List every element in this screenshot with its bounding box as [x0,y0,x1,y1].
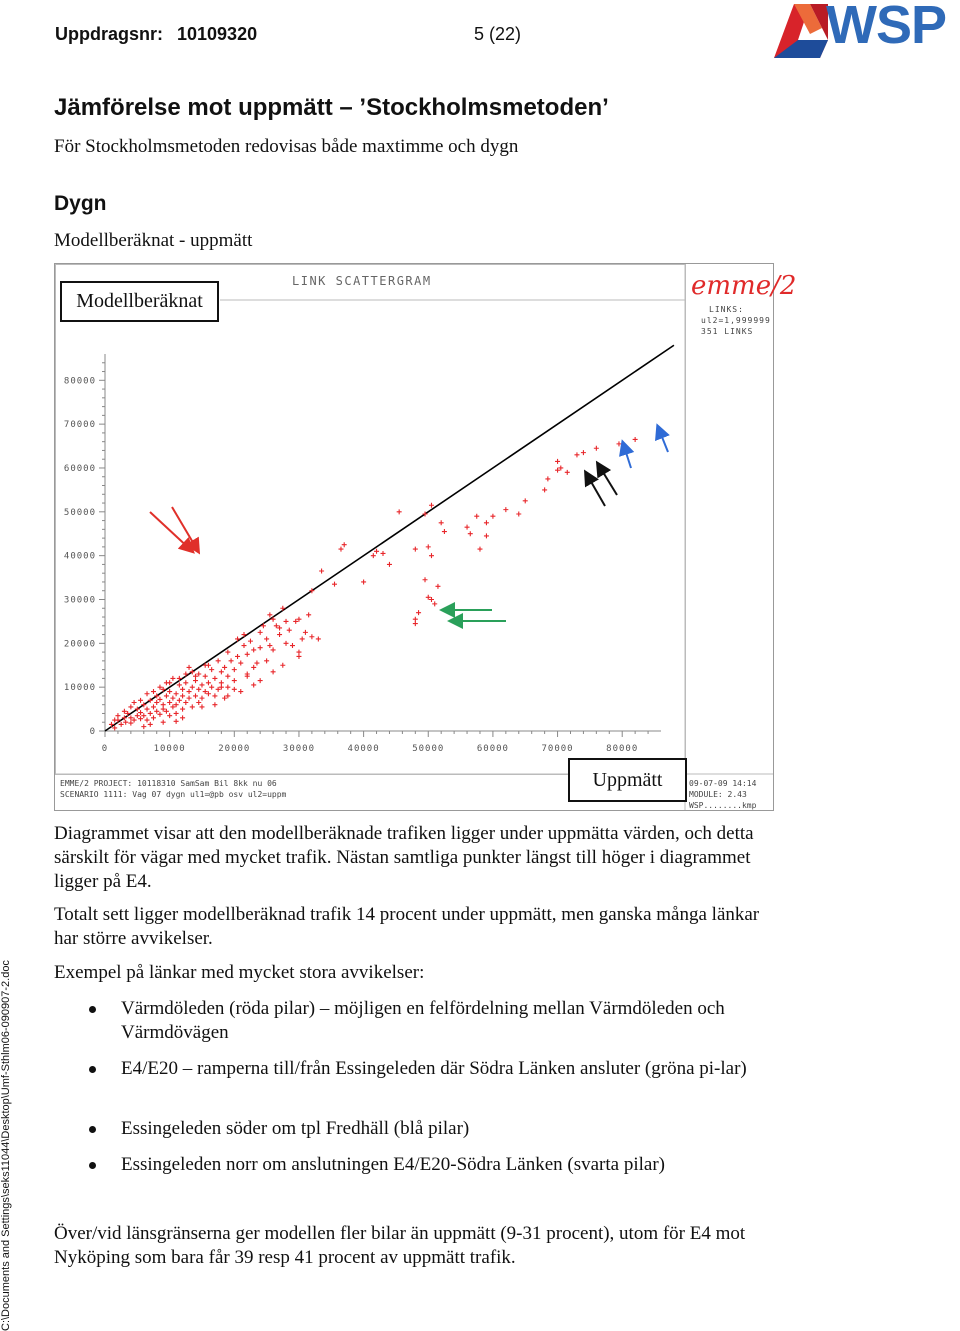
data-point [381,551,386,556]
data-point [435,584,440,589]
x-tick-label: 50000 [412,744,445,754]
data-point [187,665,192,670]
footer-right-line: MODULE: 2.43 [689,790,747,799]
data-point [267,643,272,648]
paragraph-1: Diagrammet visar att den modellberäknade trafiken ligger under uppmätta värden, och detta särskilt för vägar med mycket trafik. Nästan samtliga punkter längst till höger i diagrammet ligger på E4. [54,823,754,892]
footer-left-line: EMME/2 PROJECT: 10118310 SamSam Bil 8kk nu 06 [60,779,277,788]
data-point [209,685,214,690]
data-point [157,712,162,717]
data-point [196,687,201,692]
data-point [232,667,237,672]
data-point [123,720,128,725]
data-point [225,650,230,655]
data-point [154,709,159,714]
data-point [119,722,124,727]
y-tick-label: 20000 [63,639,96,650]
y-tick-label: 10000 [63,683,96,694]
page-subtitle: För Stockholmsmetoden redovisas både maxtimme och dygn [54,136,519,157]
data-point [484,520,489,525]
data-point [290,643,295,648]
data-point [429,553,434,558]
blue-arrow-2 [658,427,668,452]
data-point [516,512,521,517]
data-point [581,450,586,455]
data-point [167,713,172,718]
data-point [167,689,172,694]
data-point [206,680,211,685]
list-item [121,1057,771,1081]
data-point [141,713,146,718]
data-point [232,678,237,683]
data-point [303,630,308,635]
data-point [594,446,599,451]
data-point [442,529,447,534]
data-point [212,702,217,707]
list-item [121,997,761,1045]
data-point [199,704,204,709]
data-point [183,680,188,685]
data-point [474,514,479,519]
data-point [251,682,256,687]
footer-left-line: SCENARIO 1111: Vag 07 dygn ul1=@pb osv ul2=uppm [60,790,287,799]
data-point [148,711,153,716]
bullet-icon [89,1066,96,1073]
data-point [242,643,247,648]
data-point [219,669,224,674]
data-point [212,676,217,681]
data-point [413,617,418,622]
data-point [271,669,276,674]
data-point [232,687,237,692]
data-point [180,693,185,698]
data-point [309,634,314,639]
data-point [183,700,188,705]
data-point [251,647,256,652]
data-point [180,687,185,692]
x-tick-label: 40000 [347,744,380,754]
data-point [465,525,470,530]
y-tick-label: 60000 [63,463,96,474]
bullet-icon [89,1162,96,1169]
data-point [222,665,227,670]
data-point [523,498,528,503]
list-item [121,1117,761,1141]
data-point [423,577,428,582]
y-tick-label: 0 [89,727,96,737]
data-point [225,674,230,679]
data-point [190,704,195,709]
data-point [187,689,192,694]
x-tick-label: 10000 [153,744,186,754]
x-tick-label: 30000 [282,744,316,754]
data-point [128,721,133,726]
data-point [371,553,376,558]
data-point [306,612,311,617]
footer-right-line: 09-07-09 14:14 [689,779,757,788]
data-point [429,503,434,508]
closing-paragraph: Över/vid länsgränserna ger modellen fler bilar än uppmätt (9-31 procent), utom för E4 mot Nyköping som bara får 39 resp 41 procent av uppmätt trafik. [54,1223,746,1268]
data-point [277,632,282,637]
black-arrow-1 [586,473,605,506]
data-point [416,610,421,615]
data-point [264,658,269,663]
data-point [151,704,156,709]
data-point [132,700,137,705]
section-heading: Dygn [54,192,107,215]
data-point [342,542,347,547]
data-point [151,715,156,720]
data-point [319,568,324,573]
data-point [199,696,204,701]
wsp-logo-text: WSP [826,0,947,55]
bullet-icon [89,1006,96,1013]
data-point [413,547,418,552]
x-tick-label: 70000 [541,744,574,754]
chart-footer-right [689,779,757,810]
data-point [174,691,179,696]
y-tick-label: 80000 [63,376,96,387]
info-line: LINKS: [709,305,744,314]
info-line: ul2=1,999999 [701,316,771,325]
data-point [296,650,301,655]
data-point [167,680,172,685]
data-point [316,636,321,641]
data-point [284,619,289,624]
data-point [542,487,547,492]
data-point [128,704,133,709]
footer-right-line: WSP........kmp [689,801,757,810]
section-caption: Modellberäknat - uppmätt [54,230,253,251]
list-item-text: Värmdöleden (röda pilar) – möjligen en felfördelning mellan Värmdöleden och Värmdövägen [121,998,725,1043]
chart-info [701,305,771,336]
data-point [138,698,143,703]
data-point [484,533,489,538]
data-point [361,579,366,584]
data-point [565,470,570,475]
data-point [170,696,175,701]
data-point [145,691,150,696]
data-point [238,661,243,666]
chart-title: LINK SCATTERGRAM [292,274,432,288]
scatter-chart [54,263,797,811]
data-point [258,645,263,650]
data-point [332,582,337,587]
list-item-text: Essingeleden norr om anslutningen E4/E20-Södra Länken (svarta pilar) [121,1154,665,1175]
data-point [574,452,579,457]
data-point [267,612,272,617]
data-point [170,676,175,681]
data-point [164,693,169,698]
data-point [187,696,192,701]
data-point [280,663,285,668]
info-line: 351 LINKS [701,327,754,336]
data-point [154,700,159,705]
data-point [180,715,185,720]
data-point [235,654,240,659]
data-point [490,514,495,519]
data-point [245,652,250,657]
data-point [177,698,182,703]
data-point [157,697,162,702]
data-point [112,718,117,723]
data-point [271,647,276,652]
x-tick-label: 80000 [606,744,639,754]
data-point [413,621,418,626]
x-tick-label: 0 [101,744,109,754]
data-point [264,636,269,641]
data-point [167,700,172,705]
data-point [216,658,221,663]
y-tick-label: 50000 [63,507,96,518]
paragraph-2: Totalt sett ligger modellberäknad trafik 14 procent under uppmätt, men ganska många länkar har större avvikelser. [54,904,760,949]
data-point [138,716,143,721]
page-title: Jämförelse mot uppmätt – ’Stockholmsmetoden’ [54,94,609,121]
y-tick-label: 30000 [63,595,96,606]
data-point [161,702,166,707]
data-point [190,685,195,690]
data-point [145,718,150,723]
data-point [225,685,230,690]
y-axis-label-box: Modellberäknat [60,281,219,322]
data-point [374,549,379,554]
data-point [468,531,473,536]
data-point [209,667,214,672]
chart-footer-left [60,779,287,799]
page-number: 5 (22) [474,24,522,44]
data-point [287,628,292,633]
data-point [151,689,156,694]
data-point [238,689,243,694]
data-point [148,722,153,727]
data-point [387,562,392,567]
data-point [616,441,621,446]
data-point [196,700,201,705]
data-point [439,520,444,525]
paragraph-3: Exempel på länkar med mycket stora avvikelser: [54,962,425,983]
list-item [121,1153,761,1177]
emme-logo: emme/2 [691,271,797,301]
data-point [206,663,211,668]
list-item-text: Essingeleden söder om tpl Fredhäll (blå pilar) [121,1118,470,1139]
file-path: C:\Documents and Settings\seks11044\Desktop\Umf-Sthlm06-090907-2.doc [0,960,12,1331]
data-point [193,678,198,683]
data-point [555,459,560,464]
data-point [251,665,256,670]
data-point [432,601,437,606]
x-tick-label: 20000 [218,744,251,754]
y-tick-label: 40000 [63,551,96,562]
data-point [300,636,305,641]
black-arrow-2 [598,464,617,495]
data-point [174,719,179,724]
data-point [219,680,224,685]
data-point [545,476,550,481]
data-point [426,544,431,549]
bullet-icon [89,1126,96,1133]
data-point [177,682,182,687]
data-point [477,547,482,552]
data-point [248,639,253,644]
data-point [174,711,179,716]
data-point [145,707,150,712]
data-point [199,682,204,687]
data-point [180,707,185,712]
data-point [203,674,208,679]
data-point [193,693,198,698]
blue-arrow-1 [623,443,631,468]
x-tick-label: 60000 [476,744,509,754]
data-point [212,693,217,698]
wsp-logo [770,0,960,62]
assignment-label: Uppdragsnr: [55,24,163,44]
assignment-number: 10109320 [177,24,258,44]
data-point [338,547,343,552]
points-group [109,437,638,730]
data-point [284,641,289,646]
data-point [633,437,638,442]
list-item-text: E4/E20 – ramperna till/från Essingeleden där Södra Länken ansluter (gröna pi-lar) [121,1058,747,1079]
data-point [229,658,234,663]
x-axis-label-box: Uppmätt [568,758,687,802]
data-point [258,678,263,683]
data-point [115,713,120,718]
y-tick-label: 70000 [63,420,96,431]
data-point [161,720,166,725]
data-point [296,654,301,659]
data-point [503,507,508,512]
data-point [397,509,402,514]
data-point [135,713,140,718]
data-point [141,724,146,729]
data-point [258,630,263,635]
data-point [138,710,143,715]
scatter-svg [55,264,797,810]
data-point [254,661,259,666]
